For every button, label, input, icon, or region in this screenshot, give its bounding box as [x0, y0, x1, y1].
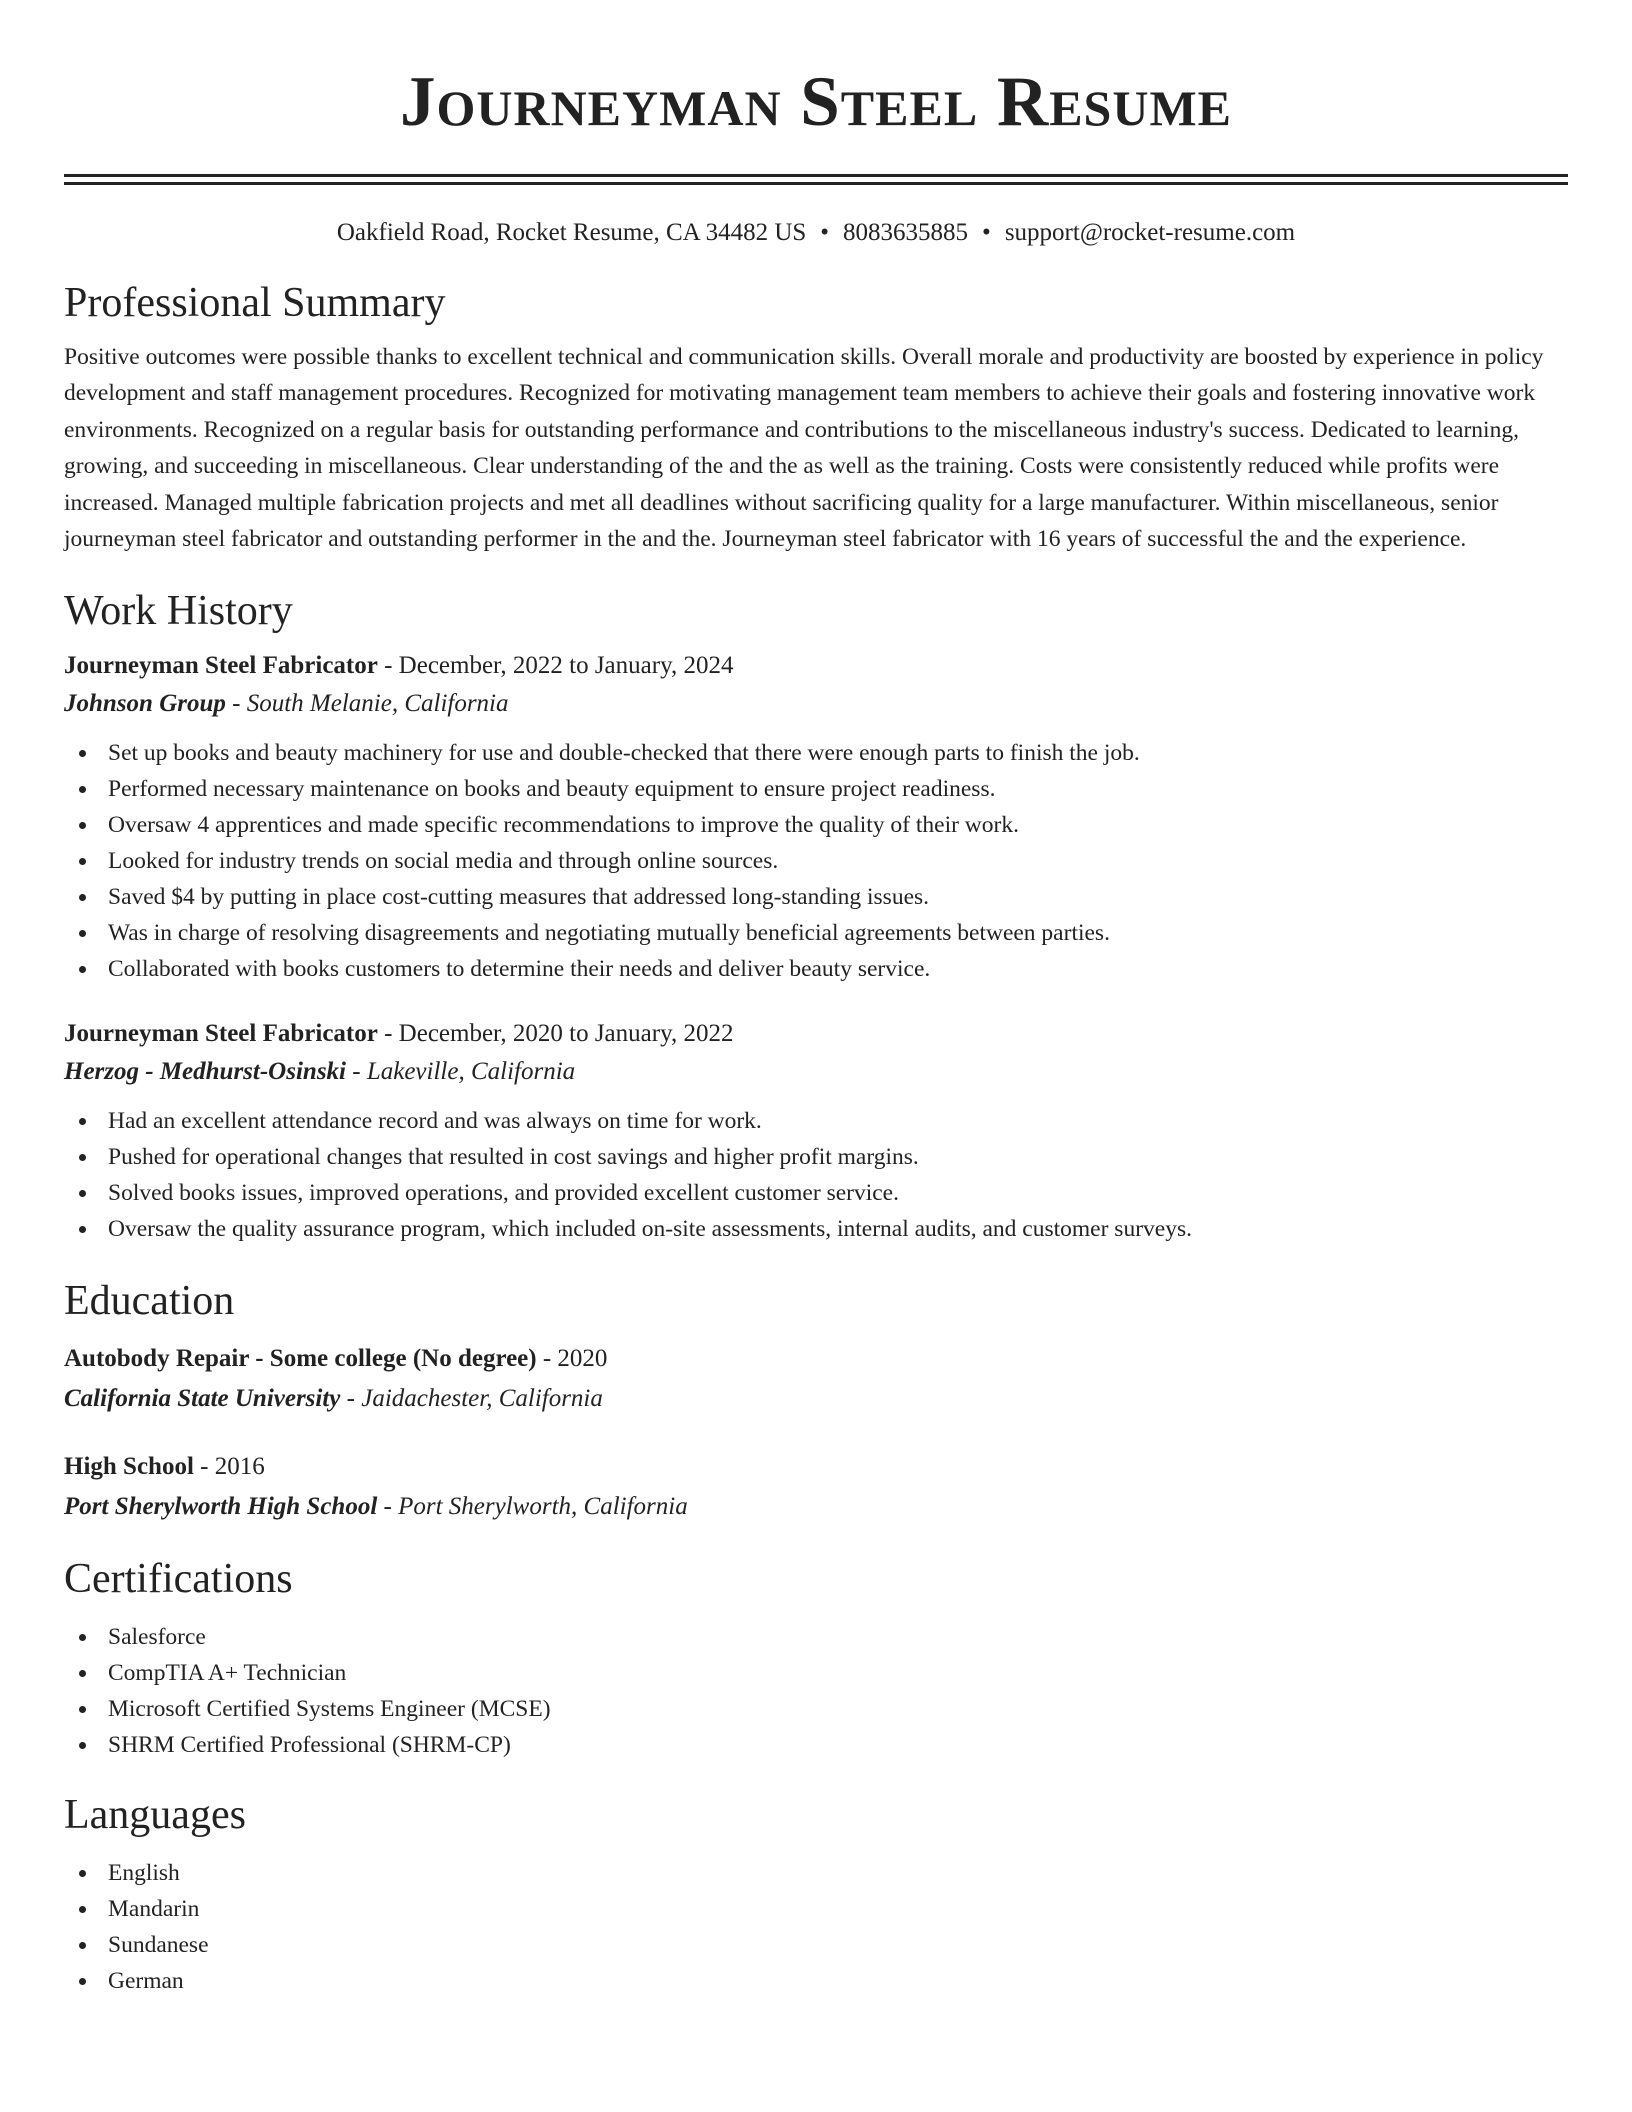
job-bullets [64, 735, 1568, 987]
section-heading-certifications: Certifications [64, 1556, 293, 1603]
job-dates: - December, 2022 to January, 2024 [377, 652, 734, 680]
section-heading-work: Work History [64, 588, 293, 635]
summary-text: Positive outcomes were possible thanks to excellent technical and communication skills. Overall morale and productivity are boosted by experience in policy development and staff management procedures. Recognized for motivating management team members to achieve their goals and fostering innovative work environments. Recognized on a regular basis for outstanding performance and contributions to the miscellaneous industry's success. Dedicated to learning, growing, and succeeding in miscellaneous. Clear understanding of the and the as well as the training. Costs were consistently reduced while profits were increased. Managed multiple fabrication projects and met all deadlines without sacrificing quality for a large manufacturer. Within miscellaneous, senior journeyman steel fabricator and outstanding performer in the and the. Journeyman steel fabricator with 16 years of successful the and the experience. [64, 344, 1544, 553]
list-item: Microsoft Certified Systems Engineer (MCSE) [108, 1691, 1568, 1727]
education-degree-line [64, 1447, 1568, 1487]
resume-title: Journeyman Steel Resume [399, 63, 1233, 141]
list-item: Sundanese [108, 1927, 1568, 1963]
job-location: - Lakeville, California [346, 1058, 576, 1086]
list-item: Mandarin [108, 1891, 1568, 1927]
education-year: - 2016 [193, 1453, 265, 1481]
list-item: Performed necessary maintenance on books and beauty equipment to ensure project readiness. [108, 771, 1568, 807]
list-item: Was in charge of resolving disagreements and negotiating mutually beneficial agreements between parties. [108, 915, 1568, 951]
list-item: Salesforce [108, 1619, 1568, 1655]
education-degree-line [64, 1339, 1568, 1379]
job-company: Herzog - Medhurst-Osinski [64, 1058, 346, 1086]
contact-email[interactable]: support@rocket-resume.com [1004, 219, 1296, 246]
education-year: - 2020 [536, 1345, 608, 1373]
list-item: Set up books and beauty machinery for use and double-checked that there were enough parts to finish the job. [108, 735, 1568, 771]
list-item: SHRM Certified Professional (SHRM-CP) [108, 1727, 1568, 1763]
professional-summary-section [64, 277, 1568, 557]
job-title: Journeyman Steel Fabricator [64, 652, 378, 680]
list-item: Solved books issues, improved operations, and provided excellent customer service. [108, 1175, 1568, 1211]
education-school-line [64, 1487, 1568, 1527]
education-location: - Port Sherylworth, California [377, 1493, 688, 1521]
job-company-line [64, 1053, 1568, 1091]
education-entry [64, 1447, 1568, 1527]
section-heading-languages: Languages [64, 1792, 246, 1839]
education-school: California State University [64, 1385, 341, 1413]
title-double-rule [64, 174, 1568, 185]
education-school: Port Sherylworth High School [64, 1493, 378, 1521]
education-school-line [64, 1379, 1568, 1419]
languages-list [64, 1855, 1568, 1999]
certifications-section [64, 1553, 1568, 1763]
job-entry [64, 647, 1568, 987]
job-entry [64, 1015, 1568, 1247]
job-title: Journeyman Steel Fabricator [64, 1020, 378, 1048]
languages-section [64, 1789, 1568, 1999]
section-heading-education: Education [64, 1278, 235, 1325]
list-item: Looked for industry trends on social media and through online sources. [108, 843, 1568, 879]
job-title-line [64, 1015, 1568, 1053]
education-location: - Jaidachester, California [340, 1385, 603, 1413]
certifications-list [64, 1619, 1568, 1763]
education-entry [64, 1339, 1568, 1419]
work-history-section [64, 585, 1568, 1247]
list-item: Had an excellent attendance record and was always on time for work. [108, 1103, 1568, 1139]
job-dates: - December, 2020 to January, 2022 [377, 1020, 734, 1048]
list-item: English [108, 1855, 1568, 1891]
list-item: CompTIA A+ Technician [108, 1655, 1568, 1691]
education-section [64, 1275, 1568, 1527]
contact-line [64, 217, 1568, 249]
contact-address: Oakfield Road, Rocket Resume, CA 34482 US [336, 219, 807, 246]
education-degree: High School [64, 1453, 194, 1481]
job-location: - South Melanie, California [225, 690, 509, 718]
list-item: Collaborated with books customers to determine their needs and deliver beauty service. [108, 951, 1568, 987]
contact-separator: • [982, 219, 991, 246]
section-heading-summary: Professional Summary [64, 280, 446, 326]
job-bullets [64, 1103, 1568, 1247]
contact-separator: • [820, 219, 830, 246]
list-item: Pushed for operational changes that resulted in cost savings and higher profit margins. [108, 1139, 1568, 1175]
job-title-line [64, 647, 1568, 685]
job-company-line [64, 685, 1568, 723]
list-item: German [108, 1963, 1568, 1999]
list-item: Oversaw the quality assurance program, which included on-site assessments, internal audits, and customer surveys. [108, 1211, 1568, 1247]
list-item: Saved $4 by putting in place cost-cutting measures that addressed long-standing issues. [108, 879, 1568, 915]
job-company: Johnson Group [64, 690, 226, 718]
list-item: Oversaw 4 apprentices and made specific recommendations to improve the quality of their work. [108, 807, 1568, 843]
education-degree: Autobody Repair - Some college (No degree) [64, 1345, 537, 1373]
contact-phone: 8083635885 [843, 219, 969, 246]
